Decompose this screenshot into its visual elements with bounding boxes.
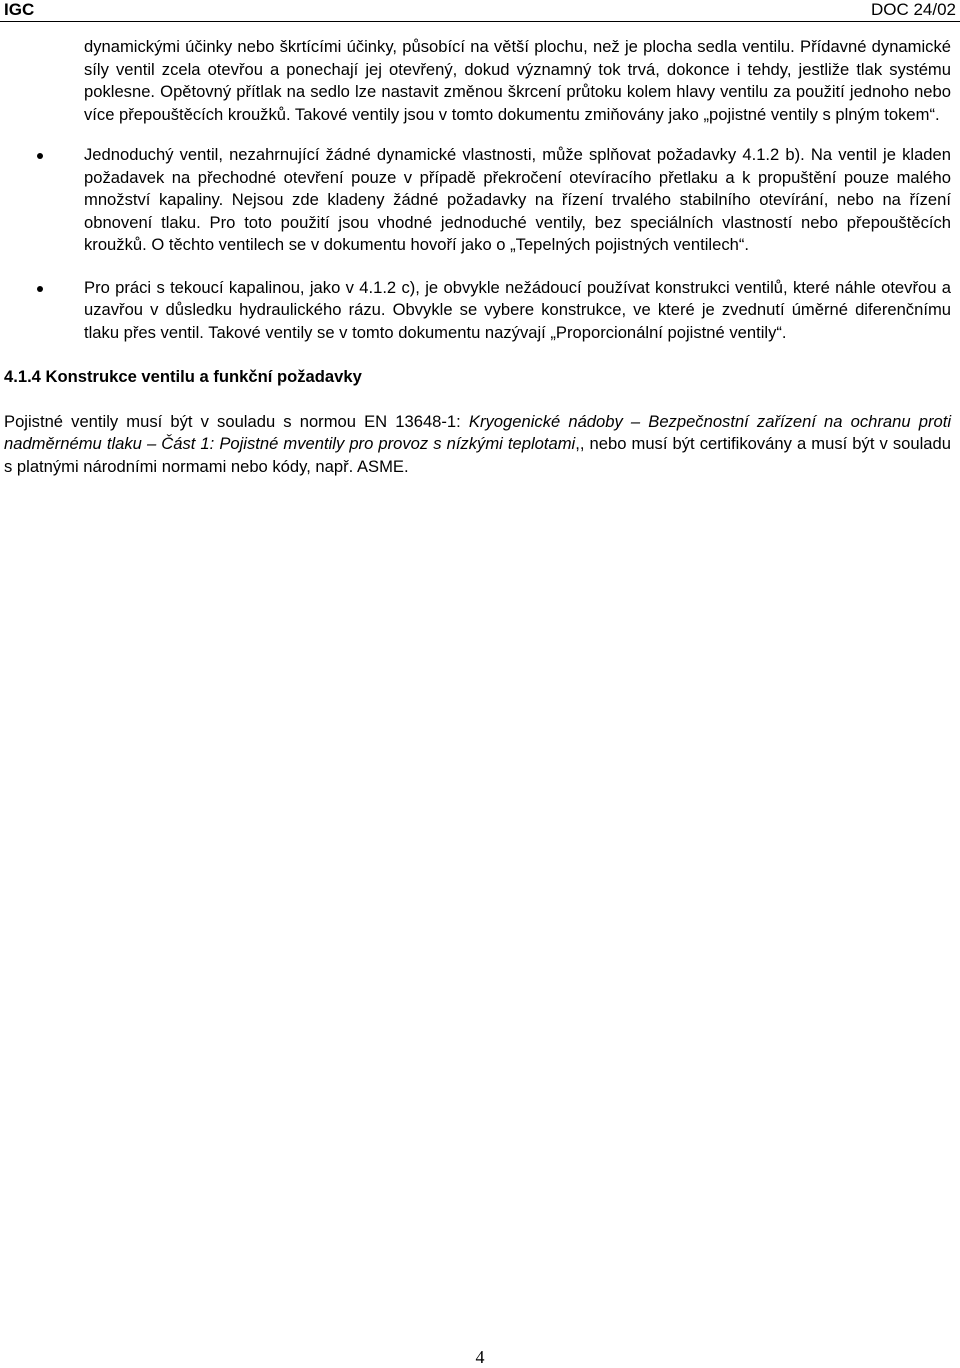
section-heading: 4.1.4 Konstrukce ventilu a funkční požadavky: [4, 367, 362, 386]
list-item: [84, 277, 951, 345]
list-item-text: Jednoduchý ventil, nezahrnující žádné dynamické vlastnosti, může splňovat požadavky 4.1.2 b). Na ventil je kladen požadavek na přechodné otevření pouze v případě překročení otevíracího přetlaku a k propuštění pouze malého množství kapaliny. Nejsou zde kladeny žádné požadavky na řízení trvalého stabilního otevírání, nebo na řízení obnovení tlaku. Pro toto použití jsou vhodné jednoduché ventily, bez speciálních vlastností nebo přepouštěcích kroužků. O těchto ventilech se v dokumentu hovoří jako o „Tepelných pojistných ventilech“.: [84, 145, 951, 254]
standard-title: Kryogenické nádoby – Bezpečnostní zařízení na ochranu proti nadměrnému tlaku – Část 1: Pojistné mventily pro provoz s nízkými teplotami: [4, 411, 951, 453]
page-number: 4: [475, 1347, 485, 1367]
bullet-icon: [37, 153, 43, 159]
body-text-start: Pojistné ventily musí být v souladu s normou EN 13648-1:: [4, 411, 469, 431]
body-text-end: ,, nebo musí být certifikovány a musí být v souladu s platnými národními normami nebo kódy, např. ASME.: [4, 434, 951, 476]
header-doc-id: DOC 24/02: [870, 0, 956, 19]
page-header: [0, 0, 960, 22]
list-item-text: Pro práci s tekoucí kapalinou, jako v 4.1.2 c), je obvykle nežádoucí používat konstrukci ventilů, které náhle otevřou a uzavřou v důsledku hydraulického rázu. Obvykle se vybere konstrukce, ve které je zvednutí úměrné diferenčnímu tlaku přes ventil. Takové ventily se v tomto dokumentu nazývají „Proporcionální pojistné ventily“.: [84, 277, 951, 342]
document-body: [0, 36, 960, 478]
list-item: [84, 144, 951, 257]
body-paragraph: [4, 411, 951, 479]
header-org: IGC: [4, 0, 35, 19]
bullet-icon: [37, 286, 43, 292]
paragraph-continued: dynamickými účinky nebo škrtícími účinky, působící na větší plochu, než je plocha sedla ventilu. Přídavné dynamické síly ventil zcela otevřou a ponechají jej otevřený, dokud významný tok trvá, dokonce i tehdy, jestliže tlak systému poklesne. Opětovný přítlak na sedlo lze nastavit změnou škrcení průtoku kolem hlavy ventilu za použití jednoho nebo více přepouštěcích kroužků. Takové ventily jsou v tomto dokumentu zmiňovány jako „pojistné ventily s plným tokem“.: [84, 37, 951, 124]
